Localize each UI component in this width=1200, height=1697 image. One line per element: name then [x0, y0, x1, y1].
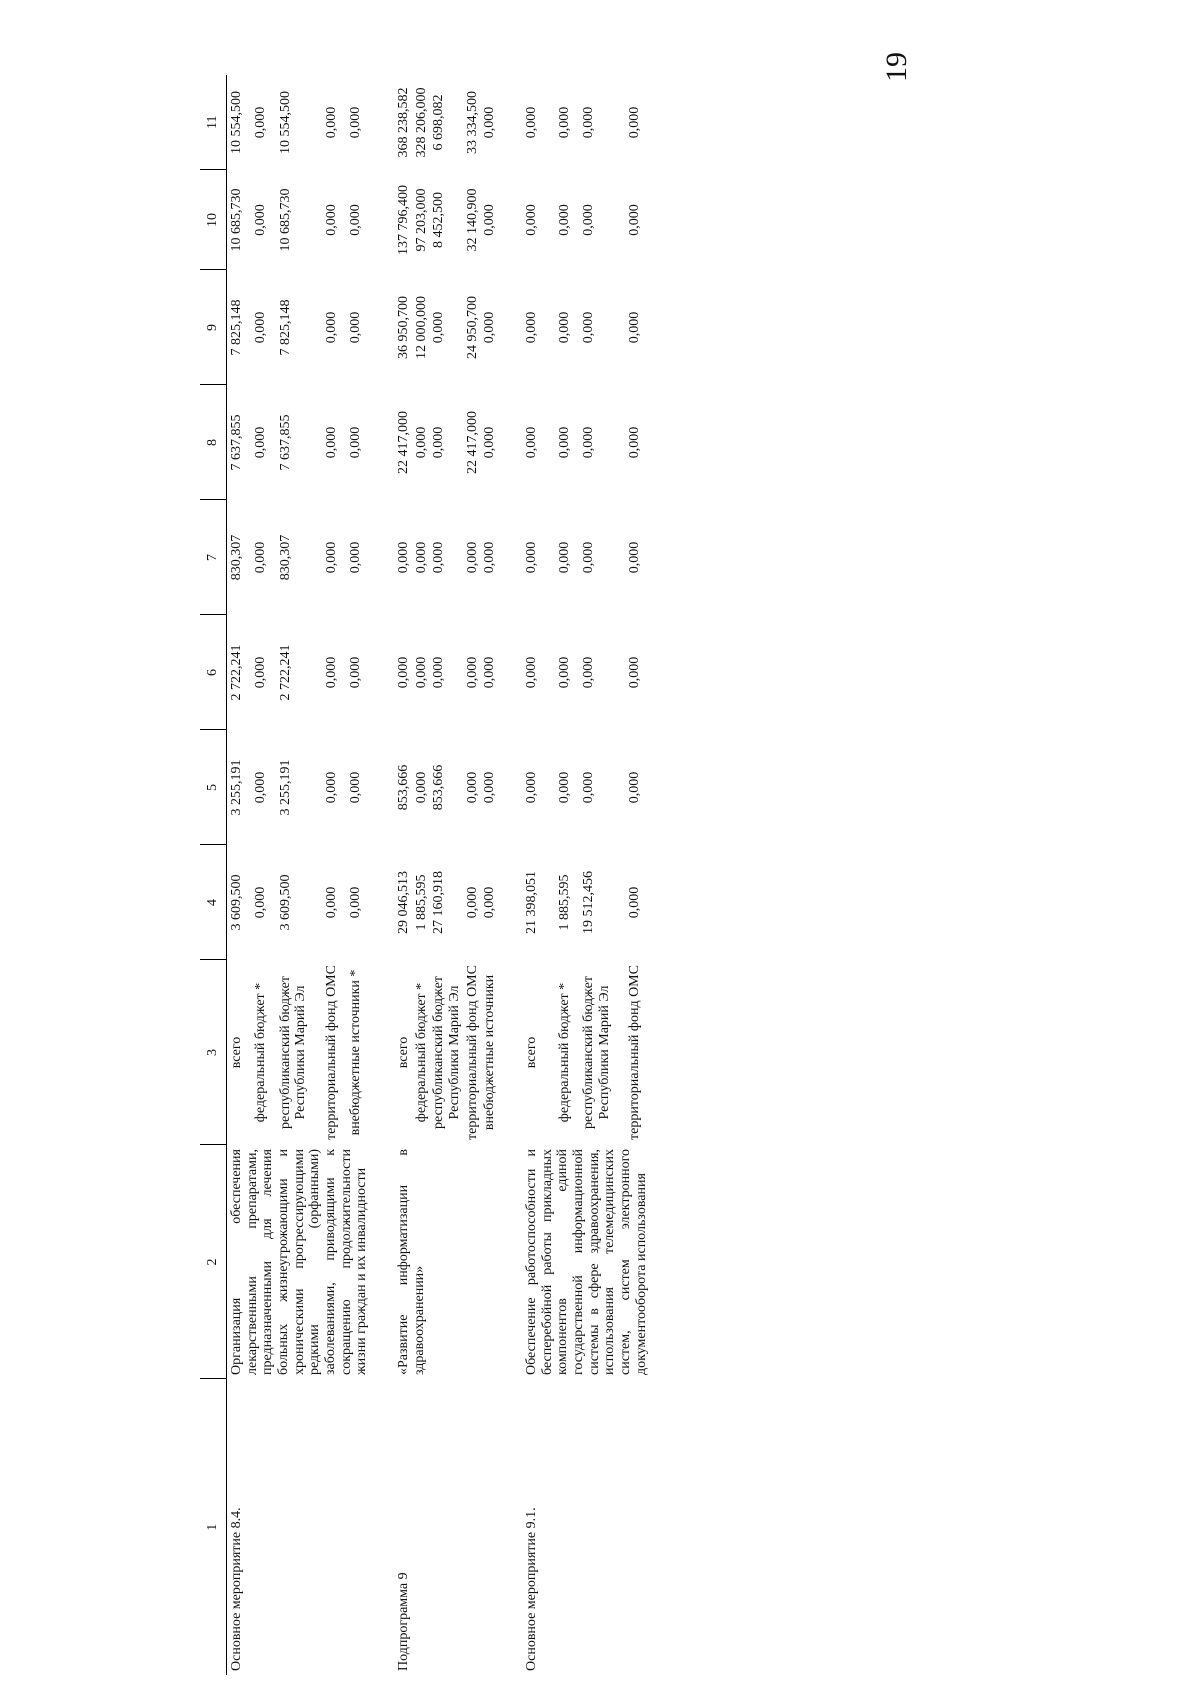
year-value-col-10: 0,000: [627, 204, 643, 236]
year-value-col-7: 830,307: [277, 534, 293, 581]
year-value-col-7: 0,000: [396, 541, 412, 574]
year-value-col-11: 0,000: [347, 106, 363, 139]
funding-source: республиканский бюджет Республики Марий Эл: [431, 976, 463, 1129]
year-value-col-9: 0,000: [323, 311, 339, 344]
year-value-col-5: 853,666: [396, 764, 412, 811]
year-value-col-6: 0,000: [482, 656, 498, 689]
year-value-col-9: 0,000: [253, 311, 269, 344]
year-value-col-7: 0,000: [431, 541, 447, 574]
year-value-col-10: 0,000: [253, 204, 269, 236]
funding-source: внебюджетные источники: [482, 974, 498, 1131]
activity-code: Подпрограмма 9: [396, 1572, 412, 1671]
year-value-col-11: 0,000: [482, 106, 498, 139]
column-number-8: 8: [200, 385, 227, 500]
year-value-col-6: 0,000: [253, 656, 269, 689]
year-value-col-7: 0,000: [464, 541, 480, 574]
column-number-9: 9: [200, 270, 227, 385]
year-value-col-9: 0,000: [347, 311, 363, 344]
year-value-col-10: 0,000: [524, 204, 540, 236]
year-value-col-6: 2 722,241: [229, 644, 244, 701]
year-value-col-9: 24 950,700: [464, 296, 480, 359]
year-value-col-5: 3 255,191: [277, 759, 293, 816]
year-value-col-10: 0,000: [323, 204, 339, 236]
year-value-col-9: 0,000: [627, 311, 643, 344]
year-value-col-9: 7 825,148: [277, 299, 293, 356]
year-value-col-7: 0,000: [524, 541, 540, 574]
year-value-col-7: 0,000: [482, 541, 498, 574]
year-value-col-11: 10 554,500: [229, 91, 244, 154]
year-value-col-10: 0,000: [347, 204, 363, 236]
year-value-col-4: 3 609,500: [229, 874, 244, 931]
year-value-col-4: 0,000: [323, 886, 339, 919]
year-value-col-10: 0,000: [581, 204, 597, 236]
table-row: [227, 75, 252, 1675]
year-value-col-11: 6 698,082: [431, 94, 447, 151]
year-value-col-4: 27 160,918: [431, 871, 447, 934]
table-row: [370, 75, 412, 1675]
column-number-7: 7: [200, 500, 227, 615]
funding-source: территориальный фонд ОМС: [464, 965, 480, 1140]
column-number-3: 3: [200, 960, 227, 1145]
year-value-col-11: 0,000: [557, 106, 573, 139]
funding-source: территориальный фонд ОМС: [627, 965, 643, 1140]
year-value-col-11: 0,000: [581, 106, 597, 139]
column-number-6: 6: [200, 615, 227, 730]
year-value-col-8: 0,000: [627, 426, 643, 459]
year-value-col-5: 0,000: [524, 771, 540, 804]
activity-code: Основное мероприятие 9.1.: [524, 1507, 540, 1671]
year-value-col-10: 8 452,500: [431, 192, 447, 248]
table-body: [227, 75, 650, 1675]
year-value-col-11: 10 554,500: [277, 91, 293, 154]
year-value-col-4: 1 885,595: [413, 874, 429, 931]
year-value-col-10: 32 140,900: [464, 188, 480, 252]
year-value-col-4: 0,000: [482, 886, 498, 919]
year-value-col-8: 0,000: [347, 426, 363, 459]
year-value-col-8: 0,000: [581, 426, 597, 459]
funding-source: всего: [229, 1036, 244, 1069]
year-value-col-7: 0,000: [253, 541, 269, 574]
year-value-col-6: 0,000: [627, 656, 643, 689]
year-value-col-8: 7 637,855: [277, 414, 293, 471]
year-value-col-9: 36 950,700: [396, 296, 412, 359]
column-number-row: [200, 75, 227, 1675]
year-value-col-10: 137 796,400: [396, 185, 412, 255]
activity-title: Обеспечение работоспособности и бесперебойной работы прикладных компонентов единой государственной информационной системы в сфере здравоохранения, использования телемедицинских систем, систем электронного документооборота использования: [524, 1149, 649, 1375]
year-value-col-6: 0,000: [413, 656, 429, 689]
column-number-4: 4: [200, 845, 227, 960]
year-value-col-4: 3 609,500: [277, 874, 293, 931]
year-value-col-11: 0,000: [323, 106, 339, 139]
column-number-10: 10: [200, 170, 227, 270]
year-value-col-10: 10 685,730: [229, 188, 244, 252]
year-value-col-9: 7 825,148: [229, 299, 244, 356]
year-value-col-9: 12 000,000: [413, 296, 429, 359]
year-value-col-4: 1 885,595: [557, 874, 573, 931]
column-number-11: 11: [200, 75, 227, 170]
year-value-col-5: 0,000: [323, 771, 339, 804]
funding-source: федеральный бюджет *: [413, 982, 429, 1123]
year-value-col-6: 0,000: [323, 656, 339, 689]
year-value-col-4: 21 398,051: [524, 871, 540, 934]
year-value-col-6: 0,000: [396, 656, 412, 689]
year-value-col-8: 0,000: [557, 426, 573, 459]
year-value-col-6: 2 722,241: [277, 644, 293, 701]
year-value-col-4: 0,000: [347, 886, 363, 919]
year-value-col-5: 3 255,191: [229, 759, 244, 816]
year-value-col-6: 0,000: [581, 656, 597, 689]
year-value-col-11: 33 334,500: [464, 91, 480, 154]
funding-source: внебюджетные источники *: [347, 969, 363, 1136]
year-value-col-10: 0,000: [482, 204, 498, 236]
year-value-col-8: 22 417,000: [464, 411, 480, 474]
year-value-col-7: 0,000: [557, 541, 573, 574]
year-value-col-11: 0,000: [627, 106, 643, 139]
year-value-col-5: 0,000: [464, 771, 480, 804]
year-value-col-8: 7 637,855: [229, 414, 244, 471]
year-value-col-6: 0,000: [347, 656, 363, 689]
year-value-col-9: 0,000: [482, 311, 498, 344]
year-value-col-7: 0,000: [323, 541, 339, 574]
year-value-col-7: 0,000: [581, 541, 597, 574]
year-value-col-5: 0,000: [557, 771, 573, 804]
year-value-col-4: 0,000: [464, 886, 480, 919]
year-value-col-9: 0,000: [581, 311, 597, 344]
year-value-col-11: 368 238,582: [396, 87, 412, 158]
year-value-col-11: 0,000: [524, 106, 540, 139]
year-value-col-5: 0,000: [581, 771, 597, 804]
year-value-col-5: 0,000: [482, 771, 498, 804]
funding-source: республиканский бюджет Республики Марий Эл: [581, 976, 613, 1129]
funding-source: территориальный фонд ОМС: [323, 965, 339, 1140]
year-value-col-8: 0,000: [253, 426, 269, 459]
year-value-col-10: 0,000: [557, 204, 573, 236]
year-value-col-9: 0,000: [557, 311, 573, 344]
year-value-col-4: 19 512,456: [581, 871, 597, 934]
year-value-col-7: 0,000: [347, 541, 363, 574]
year-value-col-5: 0,000: [347, 771, 363, 804]
year-value-col-5: 0,000: [627, 771, 643, 804]
funding-source: федеральный бюджет *: [557, 982, 573, 1123]
activity-code: Основное мероприятие 8.4.: [229, 1507, 244, 1671]
funding-source: федеральный бюджет *: [253, 982, 269, 1123]
column-number-2: 2: [200, 1145, 227, 1379]
funding-source: республиканский бюджет Республики Марий Эл: [277, 976, 309, 1129]
year-value-col-7: 0,000: [413, 541, 429, 574]
budget-table: [200, 75, 649, 1675]
funding-source: всего: [524, 1036, 540, 1069]
page-number: 19: [880, 52, 913, 82]
year-value-col-7: 830,307: [229, 534, 244, 581]
year-value-col-8: 0,000: [413, 426, 429, 459]
year-value-col-7: 0,000: [627, 541, 643, 574]
table-row: [498, 75, 555, 1675]
column-number-5: 5: [200, 730, 227, 845]
year-value-col-5: 0,000: [253, 771, 269, 804]
year-value-col-10: 10 685,730: [277, 188, 293, 252]
funding-source: всего: [396, 1036, 412, 1069]
activity-title: «Развитие информатизации в здравоохранении»: [396, 1149, 427, 1375]
year-value-col-4: 0,000: [627, 886, 643, 919]
year-value-col-6: 0,000: [431, 656, 447, 689]
column-number-1: 1: [200, 1379, 227, 1675]
year-value-col-5: 853,666: [431, 764, 447, 811]
year-value-col-8: 22 417,000: [396, 411, 412, 474]
year-value-col-6: 0,000: [464, 656, 480, 689]
year-value-col-9: 0,000: [524, 311, 540, 344]
year-value-col-6: 0,000: [524, 656, 540, 689]
year-value-col-11: 0,000: [253, 106, 269, 139]
year-value-col-11: 328 206,000: [413, 87, 429, 158]
year-value-col-8: 0,000: [524, 426, 540, 459]
activity-title: Организация обеспечения лекарственными препаратами, предназначенными для лечения больных жизнеугрожающими и хроническими прогрессирующими редкими (орфанными) заболеваниями, приводящими к сокращению продолжительности жизни граждан и их инвалидности: [229, 1149, 370, 1375]
year-value-col-8: 0,000: [431, 426, 447, 459]
year-value-col-9: 0,000: [431, 311, 447, 344]
year-value-col-6: 0,000: [557, 656, 573, 689]
year-value-col-8: 0,000: [323, 426, 339, 459]
rotated-page-content: [200, 75, 1020, 1675]
year-value-col-10: 97 203,000: [413, 188, 429, 252]
year-value-col-8: 0,000: [482, 426, 498, 459]
year-value-col-4: 0,000: [253, 886, 269, 919]
year-value-col-5: 0,000: [413, 771, 429, 804]
year-value-col-4: 29 046,513: [396, 871, 412, 934]
